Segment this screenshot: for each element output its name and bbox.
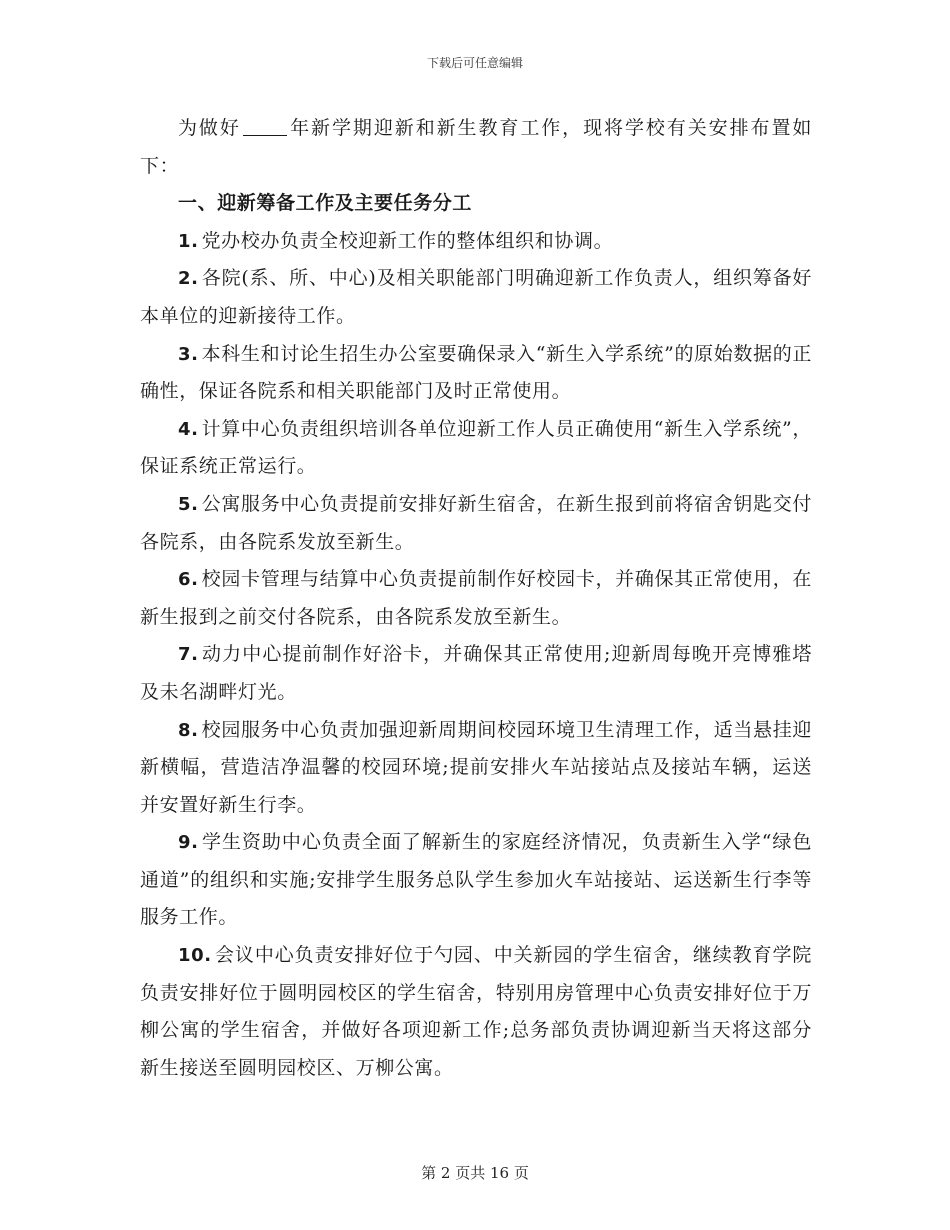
list-item bbox=[140, 486, 812, 561]
page-footer: 第 2 页共 16 页 bbox=[421, 1164, 529, 1182]
list-item bbox=[140, 561, 812, 636]
list-item bbox=[140, 937, 812, 1087]
list-item bbox=[140, 223, 812, 261]
item-text: 会议中心负责安排好位于勺园、中关新园的学生宿舍，继续教育学院负责安排好位于圆明园校区的学生宿舍，特别用房管理中心负责安排好位于万柳公寓的学生宿舍，并做好各项迎新工作;总务部负责协调迎新当天将这部分新生接送至圆明园校区、万柳公寓。 bbox=[140, 944, 812, 1079]
item-text: 本科生和讨论生招生办公室要确保录入“新生入学系统”的原始数据的正确性，保证各院系和相关职能部门及时正常使用。 bbox=[140, 342, 812, 403]
item-number: 10. bbox=[178, 945, 212, 967]
item-number: 3. bbox=[178, 343, 199, 365]
section-heading: 一、迎新筹备工作及主要任务分工 bbox=[178, 192, 473, 215]
item-number: 4. bbox=[178, 418, 199, 440]
item-number: 8. bbox=[178, 719, 199, 741]
page-header: 下载后可任意编辑 bbox=[426, 56, 523, 70]
item-text: 动力中心提前制作好浴卡，并确保其正常使用;迎新周每晚开亮博雅塔及未名湖畔灯光。 bbox=[140, 643, 812, 703]
intro-text-start: 为做好 bbox=[178, 117, 241, 139]
list-item bbox=[140, 336, 812, 411]
list-item bbox=[140, 824, 812, 937]
year-blank bbox=[243, 117, 287, 136]
list-item bbox=[140, 411, 812, 486]
list-item bbox=[140, 712, 812, 825]
item-text: 学生资助中心负责全面了解新生的家庭经济情况，负责新生入学“绿色通道”的组织和实施;安排学生服务总队学生参加火车站接站、运送新生行李等服务工作。 bbox=[140, 831, 812, 929]
item-text: 校园卡管理与结算中心负责提前制作好校园卡，并确保其正常使用，在新生报到之前交付各院系，由各院系发放至新生。 bbox=[140, 568, 812, 628]
item-number: 7. bbox=[178, 644, 199, 666]
item-number: 2. bbox=[178, 268, 199, 290]
list-item bbox=[140, 260, 812, 335]
item-text: 校园服务中心负责加强迎新周期间校园环境卫生清理工作，适当悬挂迎新横幅，营造洁净温馨的校园环境;提前安排火车站接站点及接站车辆，运送并安置好新生行李。 bbox=[140, 718, 812, 816]
item-text: 公寓服务中心负责提前安排好新生宿舍，在新生报到前将宿舍钥匙交付各院系，由各院系发放至新生。 bbox=[140, 492, 812, 553]
item-text: 计算中心负责组织培训各单位迎新工作人员正确使用“新生入学系统”，保证系统正常运行。 bbox=[140, 417, 812, 478]
item-text: 各院(系、所、中心)及相关职能部门明确迎新工作负责人，组织筹备好本单位的迎新接待工作。 bbox=[140, 267, 812, 327]
item-number: 5. bbox=[178, 493, 199, 515]
document-body bbox=[140, 110, 812, 1087]
intro-text-end: 年新学期迎新和新生教育工作，现将学校有关安排布置如下： bbox=[140, 117, 812, 177]
list-item bbox=[140, 636, 812, 711]
item-number: 1. bbox=[178, 230, 199, 252]
item-number: 6. bbox=[178, 569, 199, 591]
item-number: 9. bbox=[178, 832, 199, 854]
intro-paragraph bbox=[140, 110, 812, 185]
item-text: 党办校办负责全校迎新工作的整体组织和协调。 bbox=[201, 229, 614, 252]
